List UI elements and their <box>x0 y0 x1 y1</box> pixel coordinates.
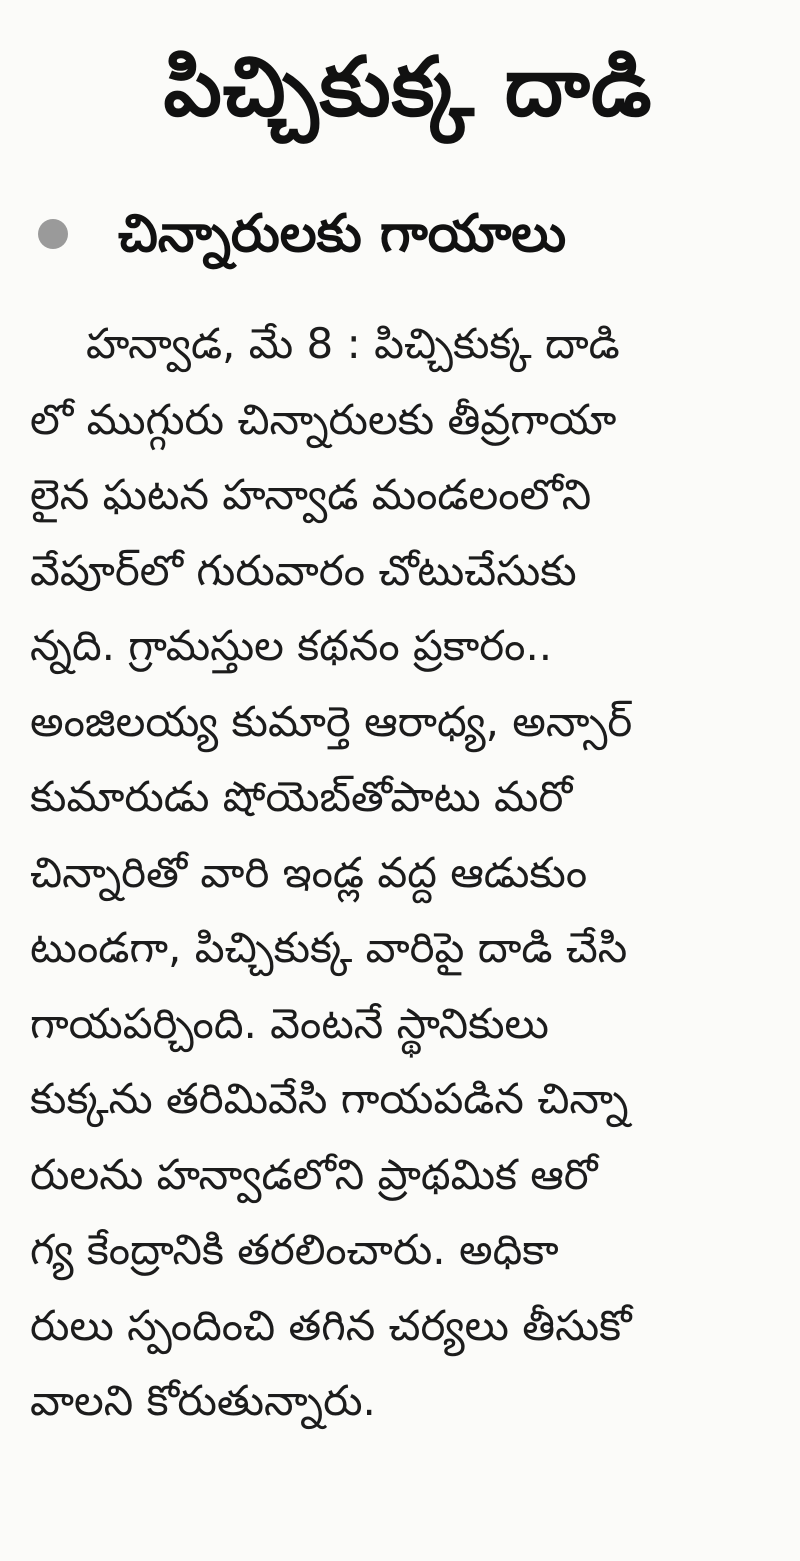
body-line: రులను హన్వాడలోని ప్రాథమిక ఆరో <box>30 1149 598 1199</box>
body-line: అంజిలయ్య కుమార్తె ఆరాధ్య, అన్సార్ <box>30 696 633 746</box>
body-line: వేపూర్‌లో గురువారం చోటుచేసుకు <box>30 545 577 595</box>
body-line: లో ముగ్గురు చిన్నారులకు తీవ్రగాయా <box>30 394 617 444</box>
bullet-icon <box>38 219 68 249</box>
headline: పిచ్చికుక్క దాడి <box>163 40 653 135</box>
body-line: న్నది. గ్రామస్తుల కథనం ప్రకారం.. <box>30 621 553 670</box>
body-line: వాలని కోరుతున్నారు. <box>30 1376 376 1425</box>
body-line: కుమారుడు షోయెబ్‌తోపాటు మరో <box>30 772 573 821</box>
body-line: చిన్నారితో వారి ఇండ్ల వద్ద ఆడుకుం <box>30 847 588 897</box>
subheadline-row <box>30 186 786 282</box>
article-body <box>30 306 786 1439</box>
body-line: లైన ఘటన హన్వాడ మండలంలోని <box>30 470 592 519</box>
body-line: హన్వాడ, మే 8 : పిచ్చికుక్క దాడి <box>86 319 620 368</box>
body-line: టుండగా, పిచ్చికుక్క వారిపై దాడి చేసి <box>30 923 628 972</box>
body-line: రులు స్పందించి తగిన చర్యలు తీసుకో <box>30 1300 632 1350</box>
subheadline: చిన్నారులకు గాయాలు <box>118 204 567 264</box>
body-line: గ్య కేంద్రానికి తరలించారు. అధికా <box>30 1225 559 1274</box>
body-line: కుక్కను తరిమివేసి గాయపడిన చిన్నా <box>30 1074 629 1123</box>
body-line: గాయపర్చింది. వెంటనే స్థానికులు <box>30 998 549 1048</box>
